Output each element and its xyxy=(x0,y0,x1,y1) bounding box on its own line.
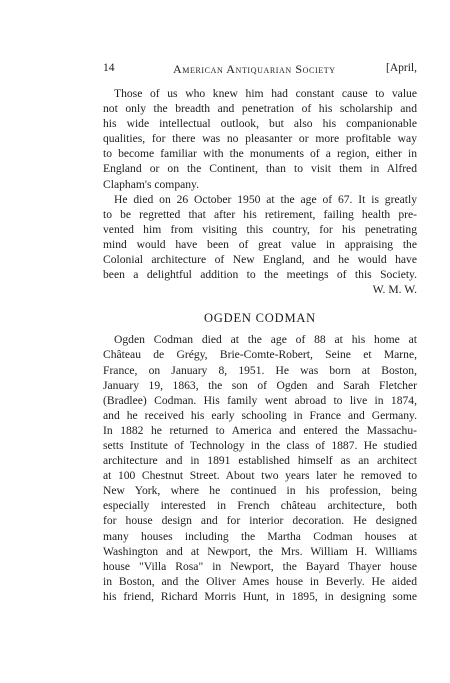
text-line: England or on the Continent, than to visit them in Alfred xyxy=(103,162,417,176)
text-line: mind would have been of great value in appraising the xyxy=(103,237,417,251)
text-line: In 1882 he returned to America and entered the Massachu- xyxy=(103,423,417,437)
text-line: Ogden Codman died at the age of 88 at his home at xyxy=(114,333,417,347)
text-line: Those of us who knew him had constant cause to value xyxy=(114,87,417,100)
running-title: American Antiquarian Society xyxy=(173,62,336,76)
author-signature: W. M. W. xyxy=(372,283,417,297)
text-line: architecture and in 1891 established himself as an architect xyxy=(103,454,417,468)
paragraph-clapham-tribute xyxy=(103,86,417,192)
paragraph-clapham-death xyxy=(103,192,417,283)
text-line: New York, where he continued in his profession, being xyxy=(103,484,417,498)
text-line: not only the breadth and penetration of his scholarship and xyxy=(103,102,417,116)
text-line: his friend, Richard Morris Hunt, in 1895, in designing some xyxy=(103,589,417,603)
text-line: vented him from visiting this country, for his penetrating xyxy=(103,222,417,236)
text-line: at 100 Chestnut Street. About two years later he removed to xyxy=(103,469,417,483)
text-line: to be regretted that after his retirement, failing health pre- xyxy=(103,207,417,221)
text-line: Washington and at Newport, the Mrs. William H. Williams xyxy=(103,544,417,558)
text-line: house "Villa Rosa" in Newport, the Bayard Thayer house xyxy=(103,559,417,573)
text-line: especially interested in French château architecture, both xyxy=(103,499,417,513)
text-line: Colonial architecture of New England, and he would have xyxy=(103,253,417,267)
section-heading: OGDEN CODMAN xyxy=(203,311,317,326)
running-header xyxy=(103,62,417,78)
text-line: to become familiar with the monuments of a region, either in xyxy=(103,147,417,161)
text-line: (Bradlee) Codman. His family went abroad to live in 1874, xyxy=(103,393,417,407)
header-month: [April, xyxy=(386,62,417,74)
text-line: setts Institute of Technology in the class of 1887. He studied xyxy=(103,438,417,452)
text-line: for house design and for interior decoration. He designed xyxy=(103,514,417,528)
text-line: and he received his early schooling in France and Germany. xyxy=(103,408,417,422)
text-line: France, on January 8, 1951. He was born at Boston, xyxy=(103,363,417,377)
text-line: He died on 26 October 1950 at the age of 67. It is greatly xyxy=(114,192,417,206)
body-text xyxy=(103,86,417,604)
text-line: qualities, for there was no pleasanter or more profitable way xyxy=(103,132,417,146)
text-line: been a delightful addition to the meetings of this Society. xyxy=(103,268,417,282)
text-line: Clapham's company. xyxy=(103,177,199,191)
page-number: 14 xyxy=(103,62,115,74)
text-line: Château de Grégy, Brie-Comte-Robert, Seine et Marne, xyxy=(103,348,417,362)
text-line: his wide intellectual outlook, but also his companionable xyxy=(103,117,417,131)
text-line: many houses including the Martha Codman houses at xyxy=(103,529,417,543)
text-line: January 19, 1863, the son of Ogden and Sarah Fletcher xyxy=(103,378,417,392)
text-line: in Boston, and the Oliver Ames house in Beverly. He aided xyxy=(103,574,417,588)
paragraph-codman-obituary xyxy=(103,332,417,604)
